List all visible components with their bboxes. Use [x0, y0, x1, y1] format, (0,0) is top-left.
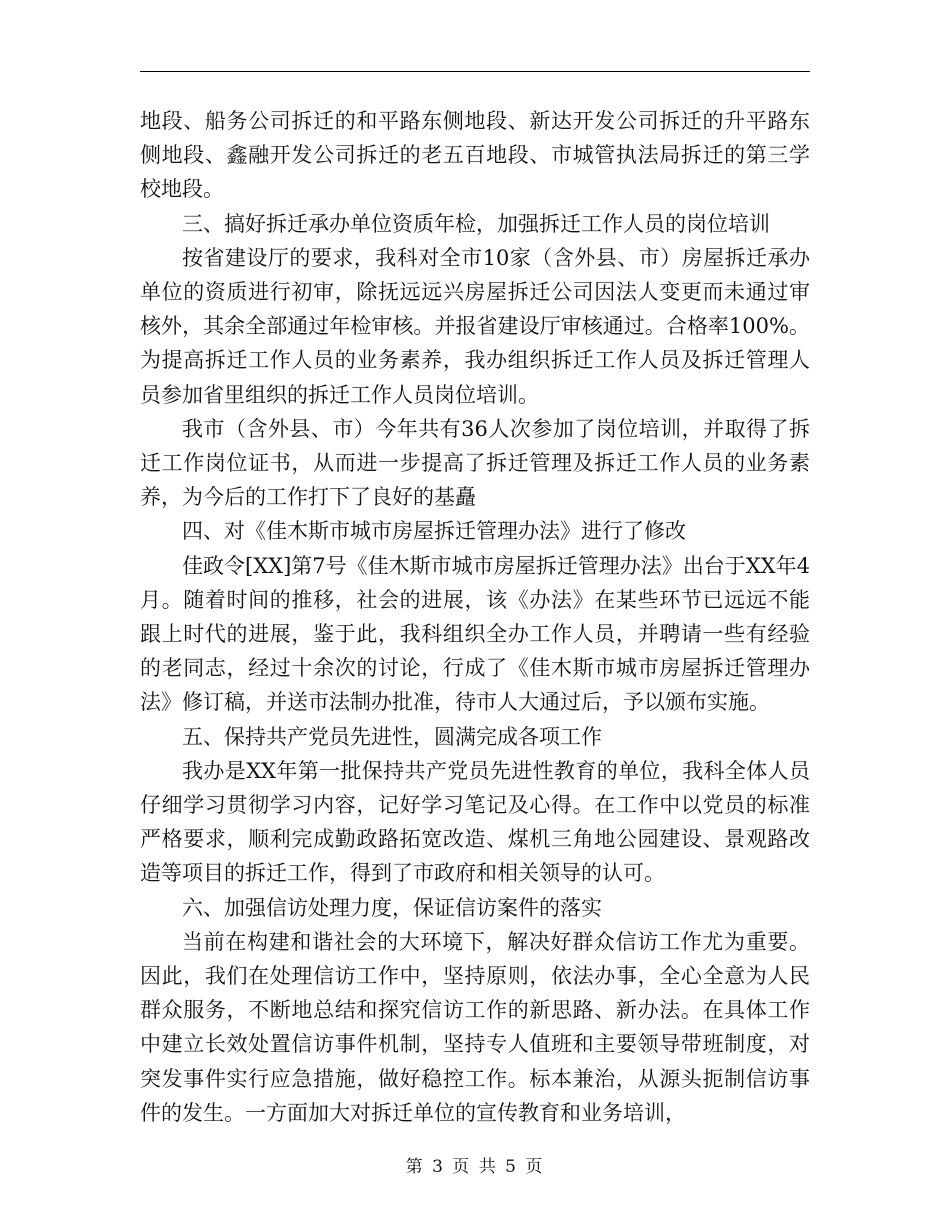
document-body: [140, 104, 810, 1130]
paragraph: 当前在构建和谐社会的大环境下，解决好群众信访工作尤为重要。因此，我们在处理信访工作中，坚持原则，依法办事，全心全意为人民群众服务，不断地总结和探究信访工作的新思路、新办法。在具体工作中建立长效处置信访事件机制，坚持专人值班和主要领导带班制度，对突发事件实行应急措施，做好稳控工作。标本兼治，从源头扼制信访事件的发生。一方面加大对拆迁单位的宣传教育和业务培训，: [140, 929, 810, 1125]
page-footer: 第 3 页 共 5 页: [405, 1157, 545, 1177]
section-heading-6: 六、加强信访处理力度，保证信访案件的落实: [182, 895, 602, 920]
paragraph: 佳政令[XX]第7号《佳木斯市城市房屋拆迁管理办法》出台于XX年4月。随着时间的推移，社会的进展，该《办法》在某些环节已远远不能跟上时代的进展，鉴于此，我科组织全办工作人员，并聘请一些有经验的老同志，经过十余次的讨论，行成了《佳木斯市城市房屋拆迁管理办法》修订稿，并送市法制办批准，待市人大通过后，予以颁布实施。: [140, 553, 810, 715]
section-heading-4: 四、对《佳木斯市城市房屋拆迁管理办法》进行了修改: [182, 519, 686, 544]
paragraph-continued: 地段、船务公司拆迁的和平路东侧地段、新达开发公司拆迁的升平路东侧地段、鑫融开发公司拆迁的老五百地段、市城管执法局拆迁的第三学校地段。: [140, 109, 810, 202]
header-rule: [140, 71, 810, 72]
paragraph: 按省建设厅的要求，我科对全市10家（含外县、市）房屋拆迁承办单位的资质进行初审，除抚远远兴房屋拆迁公司因法人变更而未通过审核外，其余全部通过年检审核。并报省建设厅审核通过。合格率100%。为提高拆迁工作人员的业务素养，我办组织拆迁工作人员及拆迁管理人员参加省里组织的拆迁工作人员岗位培训。: [140, 245, 810, 407]
section-heading-3: 三、搞好拆迁承办单位资质年检，加强拆迁工作人员的岗位培训: [182, 211, 770, 236]
section-heading-5: 五、保持共产党员先进性，圆满完成各项工作: [182, 724, 602, 749]
paragraph: 我市（含外县、市）今年共有36人次参加了岗位培训，并取得了拆迁工作岗位证书，从而进一步提高了拆迁管理及拆迁工作人员的业务素养，为今后的工作打下了良好的基矗: [140, 416, 810, 510]
paragraph: 我办是XX年第一批保持共产党员先进性教育的单位，我科全体人员仔细学习贯彻学习内容，记好学习笔记及心得。在工作中以党员的标准严格要求，顺利完成勤政路拓宽改造、煤机三角地公园建设、景观路改造等项目的拆迁工作，得到了市政府和相关领导的认可。: [140, 758, 810, 886]
